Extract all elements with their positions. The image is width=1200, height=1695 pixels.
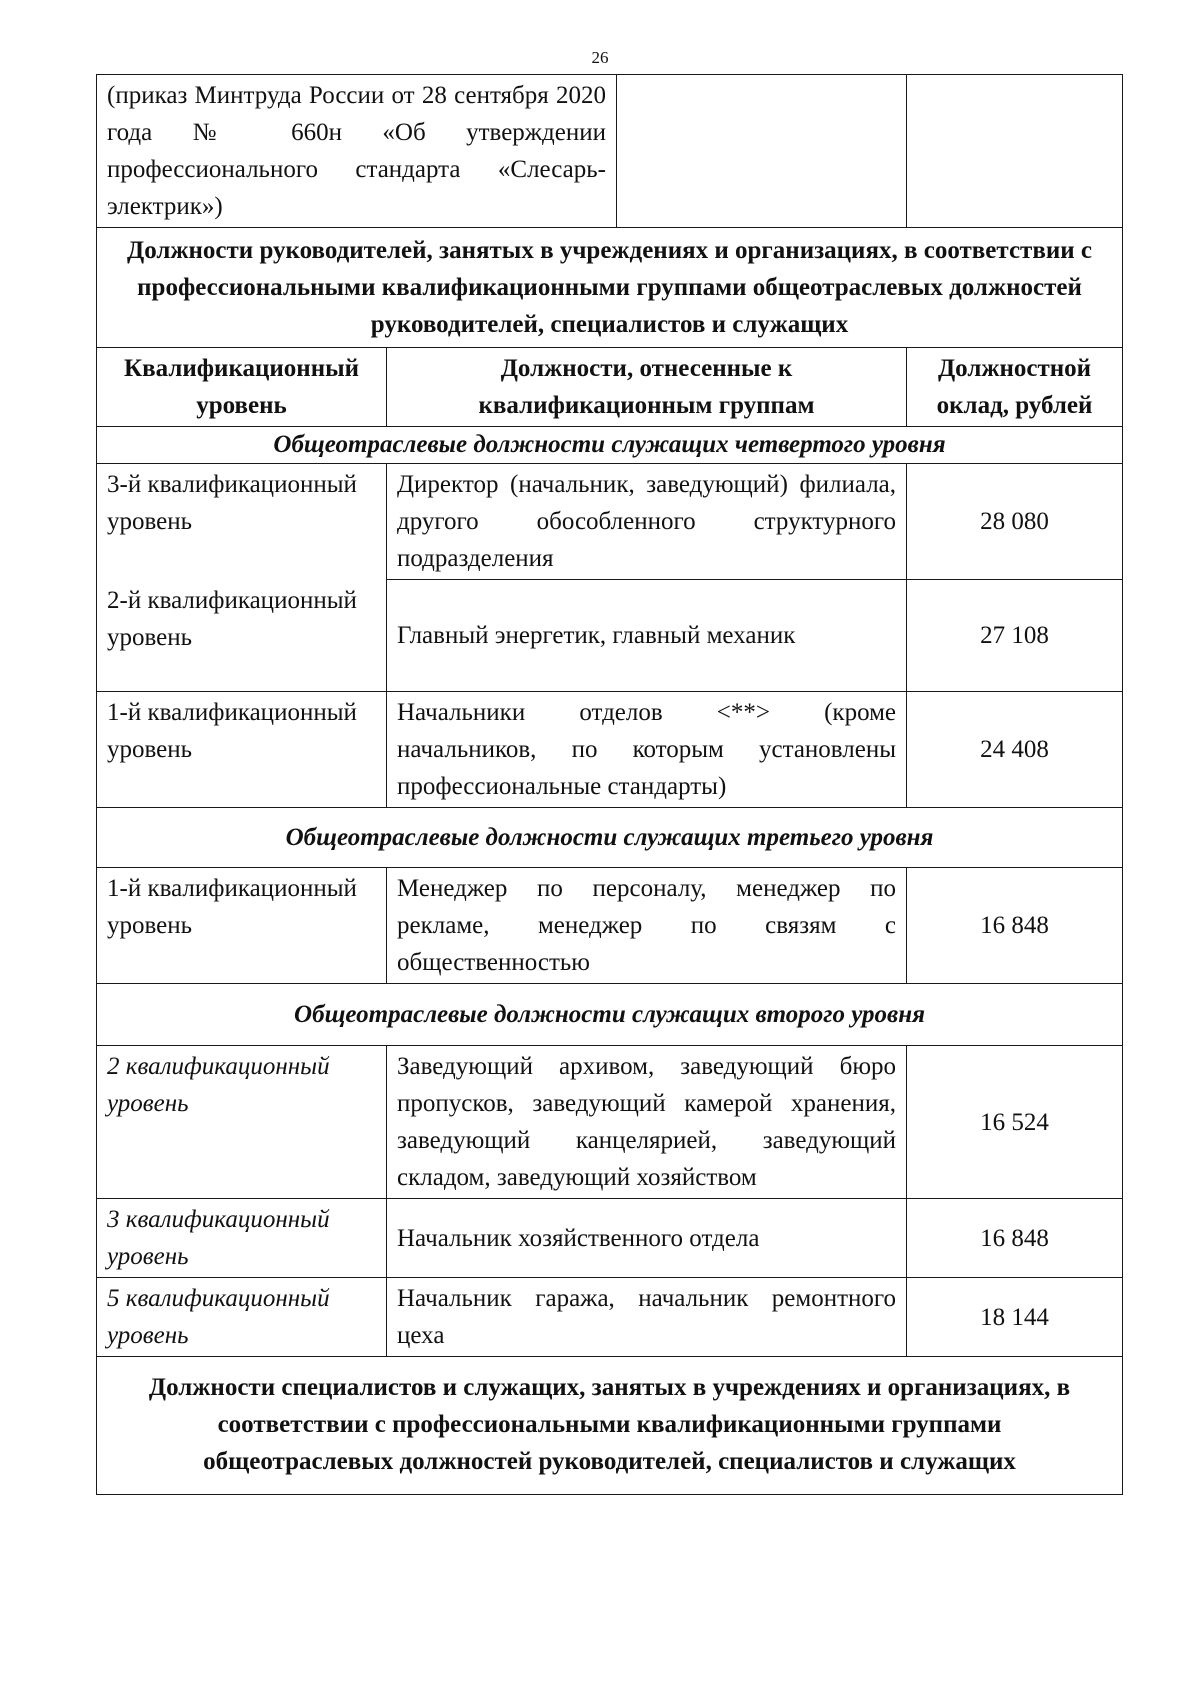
salary-cell: 24 408 bbox=[907, 692, 1123, 808]
positions-cell: Начальник хозяйственного отдела bbox=[387, 1199, 907, 1278]
salary-cell: 16 848 bbox=[907, 1199, 1123, 1278]
table-row bbox=[97, 464, 1123, 580]
level-cell: 3-й квалификационный уровень bbox=[97, 464, 387, 580]
group-title-row bbox=[97, 808, 1123, 868]
section-managers-title: Должности руководителей, занятых в учреждениях и организациях, в соответствии с профессиональными квалификационными группами общеотраслевых должностей руководителей, специалистов и служащих bbox=[97, 228, 1123, 348]
column-header-row bbox=[97, 348, 1123, 427]
positions-cell: Менеджер по персоналу, менеджер по рекламе, менеджер по связям с общественностью bbox=[387, 868, 907, 984]
table-row bbox=[97, 692, 1123, 808]
table-row bbox=[97, 1278, 1123, 1357]
table-row bbox=[97, 868, 1123, 984]
intro-empty-cell-3 bbox=[907, 75, 1123, 228]
group-title-fourth-level: Общеотраслевые должности служащих четвертого уровня bbox=[97, 427, 1123, 464]
column-header-positions: Должности, отнесенные к квалификационным группам bbox=[387, 348, 907, 427]
section-managers-row bbox=[97, 228, 1123, 348]
section-specialists-row bbox=[97, 1357, 1123, 1495]
positions-cell: Главный энергетик, главный механик bbox=[387, 580, 907, 692]
level-cell: 5 квалификационный уровень bbox=[97, 1278, 387, 1357]
salary-cell: 27 108 bbox=[907, 580, 1123, 692]
section-specialists-title: Должности специалистов и служащих, занятых в учреждениях и организациях, в соответствии с профессиональными квалификационными группами общеотраслевых должностей руководителей, специалистов и служащих bbox=[97, 1357, 1123, 1495]
column-header-salary: Должностной оклад, рублей bbox=[907, 348, 1123, 427]
page-number: 26 bbox=[591, 48, 609, 67]
level-cell: 1-й квалификационный уровень bbox=[97, 868, 387, 984]
group-title-row bbox=[97, 984, 1123, 1046]
positions-cell: Директор (начальник, заведующий) филиала, другого обособленного структурного подразделения bbox=[387, 464, 907, 580]
group-title-second-level: Общеотраслевые должности служащих второго уровня bbox=[97, 984, 1123, 1046]
salary-cell: 18 144 bbox=[907, 1278, 1123, 1357]
salary-cell: 16 524 bbox=[907, 1046, 1123, 1199]
salary-cell: 16 848 bbox=[907, 868, 1123, 984]
table-row bbox=[97, 1046, 1123, 1199]
positions-cell: Начальники отделов <**> (кроме начальников, по которым установлены профессиональные стандарты) bbox=[387, 692, 907, 808]
table-row bbox=[97, 580, 1123, 692]
level-cell: 2-й квалификационный уровень bbox=[97, 580, 387, 692]
intro-row bbox=[97, 75, 1123, 228]
intro-text: (приказ Минтруда России от 28 сентября 2020 года № 660н «Об утверждении профессионального стандарта «Слесарь-электрик») bbox=[97, 75, 617, 228]
group-title-row bbox=[97, 427, 1123, 464]
group-title-third-level: Общеотраслевые должности служащих третьего уровня bbox=[97, 808, 1123, 868]
level-cell: 1-й квалификационный уровень bbox=[97, 692, 387, 808]
positions-cell: Начальник гаража, начальник ремонтного цеха bbox=[387, 1278, 907, 1357]
positions-cell: Заведующий архивом, заведующий бюро пропусков, заведующий камерой хранения, заведующий канцелярией, заведующий складом, заведующий хозяйством bbox=[387, 1046, 907, 1199]
column-header-level: Квалификационный уровень bbox=[97, 348, 387, 427]
salary-table bbox=[96, 74, 1123, 1495]
level-cell: 3 квалификационный уровень bbox=[97, 1199, 387, 1278]
intro-empty-cell-2 bbox=[617, 75, 907, 228]
salary-cell: 28 080 bbox=[907, 464, 1123, 580]
table-row bbox=[97, 1199, 1123, 1278]
level-cell: 2 квалификационный уровень bbox=[97, 1046, 387, 1199]
